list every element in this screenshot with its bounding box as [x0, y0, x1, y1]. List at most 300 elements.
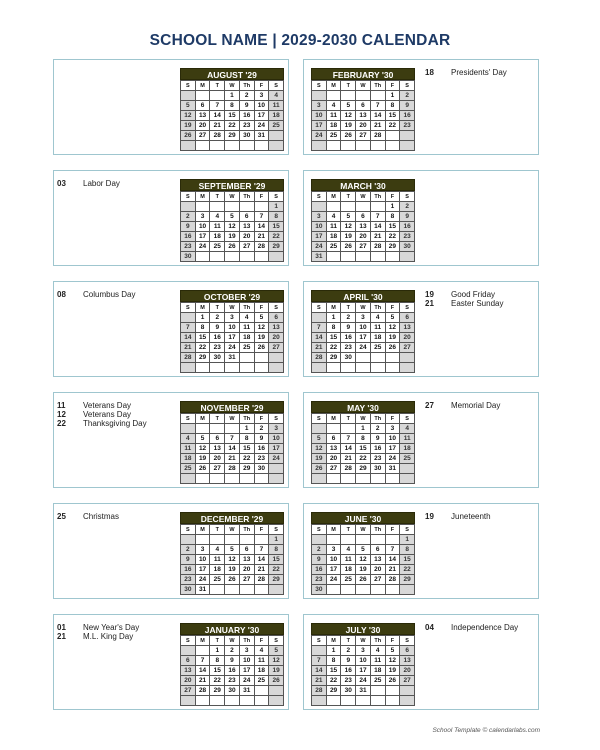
- day-cell: 23: [240, 121, 255, 131]
- empty-cell: [371, 363, 386, 373]
- empty-cell: [240, 141, 255, 151]
- day-cell: 6: [400, 313, 415, 323]
- weekday-header: F: [386, 303, 401, 313]
- day-cell: 10: [386, 434, 401, 444]
- month-calendar: [311, 68, 415, 151]
- weekday-header: F: [386, 525, 401, 535]
- day-cell: 22: [356, 454, 371, 464]
- empty-cell: [240, 474, 255, 484]
- day-cell: 1: [327, 646, 342, 656]
- day-cell: 28: [371, 242, 386, 252]
- weekday-header: M: [327, 303, 342, 313]
- weekday-header: S: [312, 636, 327, 646]
- day-cell: 31: [196, 585, 211, 595]
- empty-cell: [356, 353, 371, 363]
- weekday-header: S: [269, 414, 284, 424]
- empty-cell: [255, 252, 270, 262]
- day-cell: 5: [225, 545, 240, 555]
- empty-cell: [196, 91, 211, 101]
- day-cell: 18: [210, 232, 225, 242]
- day-cell: 26: [225, 575, 240, 585]
- empty-cell: [181, 141, 196, 151]
- day-cell: 20: [327, 454, 342, 464]
- month-title: MAY '30: [311, 401, 415, 413]
- empty-cell: [341, 141, 356, 151]
- empty-cell: [255, 141, 270, 151]
- day-cell: 24: [196, 242, 211, 252]
- day-cell: 23: [225, 676, 240, 686]
- empty-cell: [196, 424, 211, 434]
- day-cell: 2: [312, 545, 327, 555]
- day-cell: 30: [181, 585, 196, 595]
- day-cell: 17: [225, 333, 240, 343]
- empty-cell: [386, 686, 401, 696]
- day-cell: 17: [240, 666, 255, 676]
- day-cell: 6: [181, 656, 196, 666]
- weekday-header: S: [312, 81, 327, 91]
- day-cell: 8: [327, 656, 342, 666]
- month-calendar: [311, 401, 415, 484]
- day-cell: 7: [255, 545, 270, 555]
- day-cell: 25: [240, 343, 255, 353]
- day-cell: 19: [181, 121, 196, 131]
- day-cell: 1: [327, 313, 342, 323]
- empty-cell: [327, 363, 342, 373]
- weekday-header: Th: [240, 525, 255, 535]
- day-cell: 15: [225, 111, 240, 121]
- day-cell: 7: [181, 323, 196, 333]
- day-cell: 16: [181, 232, 196, 242]
- empty-cell: [210, 252, 225, 262]
- day-cell: 20: [371, 565, 386, 575]
- day-cell: 26: [386, 343, 401, 353]
- day-cell: 14: [255, 555, 270, 565]
- day-cell: 24: [356, 343, 371, 353]
- month-title: SEPTEMBER '29: [180, 179, 284, 191]
- day-cell: 4: [255, 646, 270, 656]
- day-cell: 22: [196, 343, 211, 353]
- day-cell: 14: [225, 444, 240, 454]
- day-cell: 15: [269, 555, 284, 565]
- day-cell: 31: [225, 353, 240, 363]
- day-cell: 26: [341, 242, 356, 252]
- day-cell: 21: [386, 565, 401, 575]
- weekday-header: M: [327, 81, 342, 91]
- day-cell: 18: [371, 333, 386, 343]
- day-cell: 23: [312, 575, 327, 585]
- empty-cell: [240, 353, 255, 363]
- day-cell: 11: [341, 555, 356, 565]
- empty-cell: [181, 474, 196, 484]
- empty-cell: [225, 474, 240, 484]
- empty-cell: [269, 131, 284, 141]
- holiday-date: 22: [57, 419, 66, 428]
- day-cell: 12: [269, 656, 284, 666]
- day-cell: 27: [371, 575, 386, 585]
- day-cell: 29: [210, 686, 225, 696]
- weekday-header: F: [255, 303, 270, 313]
- day-cell: 17: [312, 121, 327, 131]
- empty-cell: [312, 535, 327, 545]
- day-grid: [311, 524, 415, 595]
- weekday-header: S: [312, 414, 327, 424]
- day-cell: 21: [312, 343, 327, 353]
- weekday-header: S: [181, 303, 196, 313]
- weekday-header: S: [181, 192, 196, 202]
- day-cell: 11: [240, 323, 255, 333]
- day-cell: 8: [269, 545, 284, 555]
- day-cell: 12: [386, 656, 401, 666]
- day-cell: 13: [240, 555, 255, 565]
- day-cell: 2: [400, 91, 415, 101]
- holiday-item: [57, 512, 175, 521]
- day-cell: 7: [312, 323, 327, 333]
- empty-cell: [400, 585, 415, 595]
- empty-cell: [400, 141, 415, 151]
- day-cell: 5: [269, 646, 284, 656]
- day-cell: 25: [210, 242, 225, 252]
- weekday-header: T: [341, 192, 356, 202]
- holiday-item: [425, 512, 543, 521]
- empty-cell: [371, 91, 386, 101]
- day-cell: 4: [210, 545, 225, 555]
- day-cell: 27: [327, 464, 342, 474]
- holiday-name: Veterans Day: [83, 410, 132, 419]
- empty-cell: [400, 252, 415, 262]
- empty-cell: [196, 252, 211, 262]
- holiday-date: 12: [57, 410, 66, 419]
- day-cell: 7: [312, 656, 327, 666]
- day-cell: 25: [371, 676, 386, 686]
- day-cell: 4: [400, 424, 415, 434]
- day-cell: 12: [181, 111, 196, 121]
- day-cell: 5: [181, 101, 196, 111]
- day-cell: 27: [400, 676, 415, 686]
- day-cell: 10: [225, 323, 240, 333]
- empty-cell: [327, 535, 342, 545]
- weekday-header: S: [312, 525, 327, 535]
- day-cell: 4: [240, 313, 255, 323]
- day-cell: 11: [327, 111, 342, 121]
- empty-cell: [341, 535, 356, 545]
- holiday-item: [57, 401, 175, 410]
- day-cell: 13: [327, 444, 342, 454]
- day-cell: 5: [196, 434, 211, 444]
- empty-cell: [312, 313, 327, 323]
- month-calendar: [180, 512, 284, 595]
- day-cell: 17: [255, 111, 270, 121]
- day-cell: 23: [400, 232, 415, 242]
- empty-cell: [341, 91, 356, 101]
- day-cell: 17: [356, 333, 371, 343]
- month-title: AUGUST '29: [180, 68, 284, 80]
- day-cell: 10: [312, 222, 327, 232]
- day-cell: 12: [341, 222, 356, 232]
- day-cell: 29: [196, 353, 211, 363]
- day-cell: 3: [196, 545, 211, 555]
- weekday-header: Th: [371, 303, 386, 313]
- day-cell: 30: [371, 464, 386, 474]
- day-cell: 24: [240, 676, 255, 686]
- day-cell: 17: [327, 565, 342, 575]
- empty-cell: [181, 202, 196, 212]
- day-cell: 2: [210, 313, 225, 323]
- day-grid: [311, 80, 415, 151]
- weekday-header: Th: [240, 81, 255, 91]
- day-cell: 15: [356, 444, 371, 454]
- weekday-header: S: [400, 192, 415, 202]
- empty-cell: [196, 363, 211, 373]
- empty-cell: [341, 424, 356, 434]
- month-calendar: [180, 68, 284, 151]
- day-cell: 6: [240, 212, 255, 222]
- empty-cell: [312, 646, 327, 656]
- day-cell: 31: [386, 464, 401, 474]
- day-cell: 13: [210, 444, 225, 454]
- day-grid: [311, 191, 415, 262]
- day-cell: 8: [327, 323, 342, 333]
- weekday-header: W: [225, 81, 240, 91]
- day-cell: 26: [356, 575, 371, 585]
- empty-cell: [312, 202, 327, 212]
- day-cell: 7: [386, 545, 401, 555]
- weekday-header: Th: [371, 636, 386, 646]
- empty-cell: [196, 646, 211, 656]
- day-cell: 21: [312, 676, 327, 686]
- empty-cell: [240, 585, 255, 595]
- day-cell: 27: [356, 242, 371, 252]
- day-cell: 12: [356, 555, 371, 565]
- day-cell: 27: [240, 242, 255, 252]
- weekday-header: S: [269, 525, 284, 535]
- day-cell: 29: [240, 464, 255, 474]
- footer-credit: School Template © calendarlabs.com: [432, 727, 540, 734]
- empty-cell: [386, 131, 401, 141]
- day-cell: 22: [269, 232, 284, 242]
- day-cell: 25: [327, 131, 342, 141]
- day-cell: 16: [371, 444, 386, 454]
- empty-cell: [371, 474, 386, 484]
- day-cell: 4: [327, 101, 342, 111]
- day-cell: 12: [341, 111, 356, 121]
- day-cell: 22: [400, 565, 415, 575]
- weekday-header: S: [312, 192, 327, 202]
- empty-cell: [255, 696, 270, 706]
- day-cell: 26: [341, 131, 356, 141]
- empty-cell: [225, 252, 240, 262]
- page-title: SCHOOL NAME | 2029-2030 CALENDAR: [149, 32, 451, 49]
- empty-cell: [327, 141, 342, 151]
- day-cell: 24: [356, 676, 371, 686]
- holiday-name: Veterans Day: [83, 401, 132, 410]
- day-cell: 5: [386, 313, 401, 323]
- holiday-name: Juneteenth: [451, 512, 491, 521]
- day-cell: 21: [341, 454, 356, 464]
- day-cell: 7: [371, 212, 386, 222]
- day-cell: 30: [210, 353, 225, 363]
- empty-cell: [371, 696, 386, 706]
- empty-cell: [181, 646, 196, 656]
- day-cell: 11: [327, 222, 342, 232]
- day-grid: [311, 302, 415, 373]
- day-cell: 30: [341, 353, 356, 363]
- day-cell: 30: [400, 242, 415, 252]
- day-cell: 4: [341, 545, 356, 555]
- holiday-item: [425, 290, 543, 299]
- empty-cell: [210, 141, 225, 151]
- empty-cell: [269, 585, 284, 595]
- day-cell: 12: [312, 444, 327, 454]
- day-cell: 6: [356, 101, 371, 111]
- day-cell: 18: [341, 565, 356, 575]
- weekday-header: M: [196, 303, 211, 313]
- day-cell: 14: [181, 333, 196, 343]
- day-cell: 4: [181, 434, 196, 444]
- day-cell: 6: [371, 545, 386, 555]
- empty-cell: [210, 202, 225, 212]
- holiday-date: 19: [425, 290, 434, 299]
- day-cell: 22: [225, 121, 240, 131]
- day-grid: [311, 413, 415, 484]
- day-cell: 28: [386, 575, 401, 585]
- weekday-header: T: [341, 525, 356, 535]
- holiday-item: [57, 410, 175, 419]
- day-cell: 13: [356, 222, 371, 232]
- day-cell: 19: [341, 121, 356, 131]
- day-cell: 19: [255, 333, 270, 343]
- holiday-list: [57, 290, 175, 299]
- day-cell: 14: [341, 444, 356, 454]
- day-cell: 16: [400, 111, 415, 121]
- day-cell: 13: [371, 555, 386, 565]
- empty-cell: [196, 202, 211, 212]
- holiday-date: 01: [57, 623, 66, 632]
- holiday-item: [425, 299, 543, 308]
- day-cell: 15: [240, 444, 255, 454]
- empty-cell: [240, 252, 255, 262]
- day-cell: 10: [240, 656, 255, 666]
- day-cell: 9: [225, 656, 240, 666]
- empty-cell: [356, 91, 371, 101]
- empty-cell: [210, 363, 225, 373]
- weekday-header: S: [269, 303, 284, 313]
- day-cell: 7: [255, 212, 270, 222]
- weekday-header: S: [400, 414, 415, 424]
- empty-cell: [400, 353, 415, 363]
- day-cell: 9: [210, 323, 225, 333]
- holiday-list: [425, 290, 543, 308]
- empty-cell: [371, 353, 386, 363]
- day-cell: 29: [356, 464, 371, 474]
- day-cell: 15: [400, 555, 415, 565]
- holiday-date: 03: [57, 179, 66, 188]
- day-cell: 20: [181, 676, 196, 686]
- day-cell: 8: [356, 434, 371, 444]
- weekday-header: S: [312, 303, 327, 313]
- weekday-header: W: [225, 414, 240, 424]
- month-title: NOVEMBER '29: [180, 401, 284, 413]
- empty-cell: [341, 696, 356, 706]
- day-cell: 16: [255, 444, 270, 454]
- day-cell: 28: [255, 575, 270, 585]
- weekday-header: F: [386, 414, 401, 424]
- weekday-header: Th: [371, 81, 386, 91]
- holiday-date: 27: [425, 401, 434, 410]
- empty-cell: [255, 353, 270, 363]
- day-cell: 3: [356, 313, 371, 323]
- day-cell: 24: [225, 343, 240, 353]
- empty-cell: [312, 91, 327, 101]
- month-calendar: [180, 179, 284, 262]
- day-cell: 22: [240, 454, 255, 464]
- day-cell: 29: [386, 242, 401, 252]
- empty-cell: [341, 585, 356, 595]
- weekday-header: S: [269, 81, 284, 91]
- day-cell: 5: [341, 212, 356, 222]
- empty-cell: [400, 464, 415, 474]
- day-cell: 5: [386, 646, 401, 656]
- day-cell: 23: [181, 575, 196, 585]
- day-cell: 12: [196, 444, 211, 454]
- day-cell: 8: [210, 656, 225, 666]
- day-cell: 29: [225, 131, 240, 141]
- empty-cell: [225, 424, 240, 434]
- day-cell: 31: [255, 131, 270, 141]
- month-calendar: [180, 623, 284, 706]
- month-title: MARCH '30: [311, 179, 415, 191]
- holiday-date: 18: [425, 68, 434, 77]
- holiday-name: Good Friday: [451, 290, 496, 299]
- day-cell: 3: [196, 212, 211, 222]
- day-cell: 27: [181, 686, 196, 696]
- day-cell: 18: [210, 565, 225, 575]
- empty-cell: [210, 535, 225, 545]
- day-cell: 28: [181, 353, 196, 363]
- empty-cell: [327, 91, 342, 101]
- day-cell: 7: [196, 656, 211, 666]
- weekday-header: F: [255, 192, 270, 202]
- weekday-header: M: [196, 636, 211, 646]
- day-cell: 13: [181, 666, 196, 676]
- day-cell: 15: [196, 333, 211, 343]
- day-cell: 8: [386, 212, 401, 222]
- empty-cell: [386, 696, 401, 706]
- day-cell: 23: [400, 121, 415, 131]
- day-cell: 22: [327, 676, 342, 686]
- day-cell: 24: [312, 242, 327, 252]
- day-cell: 22: [386, 232, 401, 242]
- day-cell: 16: [210, 333, 225, 343]
- day-cell: 18: [327, 232, 342, 242]
- month-calendar: [311, 290, 415, 373]
- day-cell: 27: [400, 343, 415, 353]
- day-cell: 13: [269, 323, 284, 333]
- day-cell: 25: [341, 575, 356, 585]
- empty-cell: [196, 535, 211, 545]
- month-calendar: [180, 290, 284, 373]
- holiday-list: [425, 512, 543, 521]
- empty-cell: [225, 141, 240, 151]
- empty-cell: [356, 585, 371, 595]
- day-cell: 30: [225, 686, 240, 696]
- day-cell: 23: [181, 242, 196, 252]
- empty-cell: [312, 141, 327, 151]
- empty-cell: [240, 696, 255, 706]
- day-cell: 11: [371, 656, 386, 666]
- day-cell: 25: [210, 575, 225, 585]
- day-cell: 2: [400, 202, 415, 212]
- day-cell: 24: [327, 575, 342, 585]
